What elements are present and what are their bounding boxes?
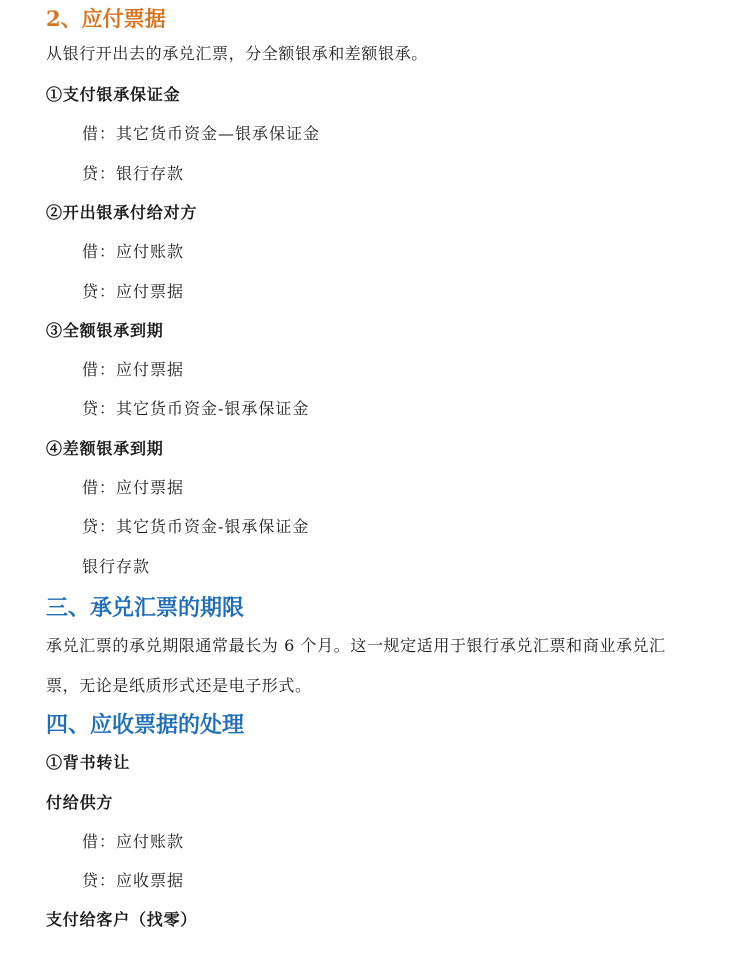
- entry-1-debit: 借：其它货币资金—银承保证金: [82, 124, 321, 143]
- entry-1-credit: 贷：银行存款: [82, 164, 185, 183]
- receivable-sub-pay-supplier: 付给供方: [46, 793, 114, 812]
- entry-2-credit: 贷：应付票据: [82, 282, 185, 301]
- item-title-4: ④差额银承到期: [46, 439, 164, 458]
- receivable-entry-debit: 借：应付账款: [82, 832, 185, 851]
- receivable-sub-pay-customer: 支付给客户（找零）: [46, 910, 198, 929]
- receivable-sub-endorsement: ①背书转让: [46, 753, 131, 772]
- intro-paragraph: 从银行开出去的承兑汇票，分全额银承和差额银承。: [46, 44, 428, 63]
- receivable-entry-credit: 贷：应收票据: [82, 871, 185, 890]
- entry-4-debit: 借：应付票据: [82, 478, 185, 497]
- entry-3-credit: 贷：其它货币资金-银承保证金: [82, 399, 310, 418]
- item-title-2: ②开出银承付给对方: [46, 203, 198, 222]
- section-heading-receivable: 四、应收票据的处理: [46, 712, 245, 738]
- entry-2-debit: 借：应付账款: [82, 242, 185, 261]
- term-paragraph-line-1: 承兑汇票的承兑期限通常最长为 6 个月。这一规定适用于银行承兑汇票和商业承兑汇: [46, 636, 666, 655]
- item-title-3: ③全额银承到期: [46, 321, 164, 340]
- entry-4-credit-bank: 银行存款: [82, 557, 151, 576]
- entry-3-debit: 借：应付票据: [82, 360, 185, 379]
- term-paragraph-line-2: 票，无论是纸质形式还是电子形式。: [46, 676, 312, 695]
- entry-4-credit: 贷：其它货币资金-银承保证金: [82, 517, 310, 536]
- item-title-1: ①支付银承保证金: [46, 85, 181, 104]
- section-heading-payable-notes: 2、应付票据: [46, 6, 166, 31]
- section-heading-term: 三、承兑汇票的期限: [46, 595, 245, 621]
